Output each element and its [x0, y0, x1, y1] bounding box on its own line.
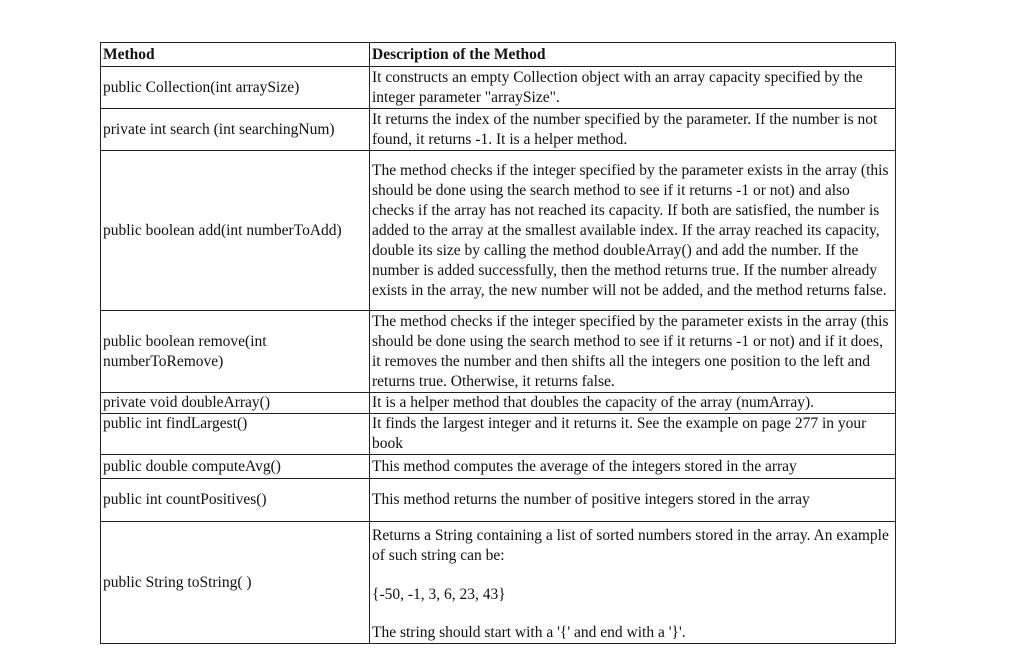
- table-row: [101, 393, 896, 414]
- description-cell: [370, 151, 896, 311]
- method-cell: private int search (int searchingNum): [101, 109, 370, 151]
- method-cell: public double computeAvg(): [101, 455, 370, 479]
- description-cell: [370, 109, 896, 151]
- description-cell: [370, 522, 896, 644]
- method-cell: public Collection(int arraySize): [101, 67, 370, 109]
- table-row: [101, 414, 896, 455]
- method-cell: public int findLargest(): [101, 414, 370, 455]
- table-row: [101, 67, 896, 109]
- table-header-row: [101, 43, 896, 67]
- description-cell: [370, 455, 896, 479]
- description-cell: [370, 311, 896, 393]
- description-cell: [370, 414, 896, 455]
- description-text: It constructs an empty Collection object with an array capacity specified by the integer parameter "arraySize".: [372, 68, 863, 106]
- table-row: [101, 455, 896, 479]
- table-row: [101, 522, 896, 644]
- table-row: [101, 479, 896, 522]
- table-row: [101, 311, 896, 393]
- description-cell: [370, 67, 896, 109]
- table-row: [101, 109, 896, 151]
- example-string: {-50, -1, 3, 6, 23, 43}: [372, 586, 506, 603]
- description-text: It finds the largest integer and it returns it. See the example on page 277 in your book: [372, 415, 867, 452]
- description-text: The string should start with a '{' and end with a '}'.: [372, 624, 686, 641]
- description-text: This method computes the average of the integers stored in the array: [372, 457, 797, 475]
- description-text: This method returns the number of positive integers stored in the array: [372, 491, 810, 508]
- method-cell: public boolean add(int numberToAdd): [101, 151, 370, 311]
- method-cell: public String toString( ): [101, 522, 370, 644]
- description-cell: [370, 479, 896, 522]
- description-text: It is a helper method that doubles the capacity of the array (numArray).: [372, 394, 815, 411]
- table-row: [101, 151, 896, 311]
- description-text: The method checks if the integer specified by the parameter exists in the array (this should be done using the search method to see if it returns -1 or not) and also checks if the array has not reached its capacity. If both are satisfied, the number is added to the array at the smallest available index. If the array reached its capacity, double its size by calling the method doubleArray() and add the number. If the number is added successfully, then the method returns true. If the number already exists in the array, the new number will not be added, and the method returns false.: [372, 161, 889, 299]
- method-column-header: Method: [101, 43, 370, 67]
- method-description-table: [100, 42, 896, 644]
- description-text: It returns the index of the number specified by the parameter. If the number is not found, it returns -1. It is a helper method.: [372, 110, 878, 148]
- description-text: Returns a String containing a list of sorted numbers stored in the array. An example of such string can be:: [372, 527, 889, 564]
- method-cell: public boolean remove(int numberToRemove): [101, 311, 370, 393]
- description-cell: [370, 393, 896, 414]
- description-column-header: Description of the Method: [370, 43, 896, 67]
- method-cell: public int countPositives(): [101, 479, 370, 522]
- description-text: The method checks if the integer specified by the parameter exists in the array (this should be done using the search method to see if it returns -1 or not) and if it does, it removes the number and then shifts all the integers one position to the left and returns true. Otherwise, it returns false.: [372, 312, 889, 390]
- method-cell: private void doubleArray(): [101, 393, 370, 414]
